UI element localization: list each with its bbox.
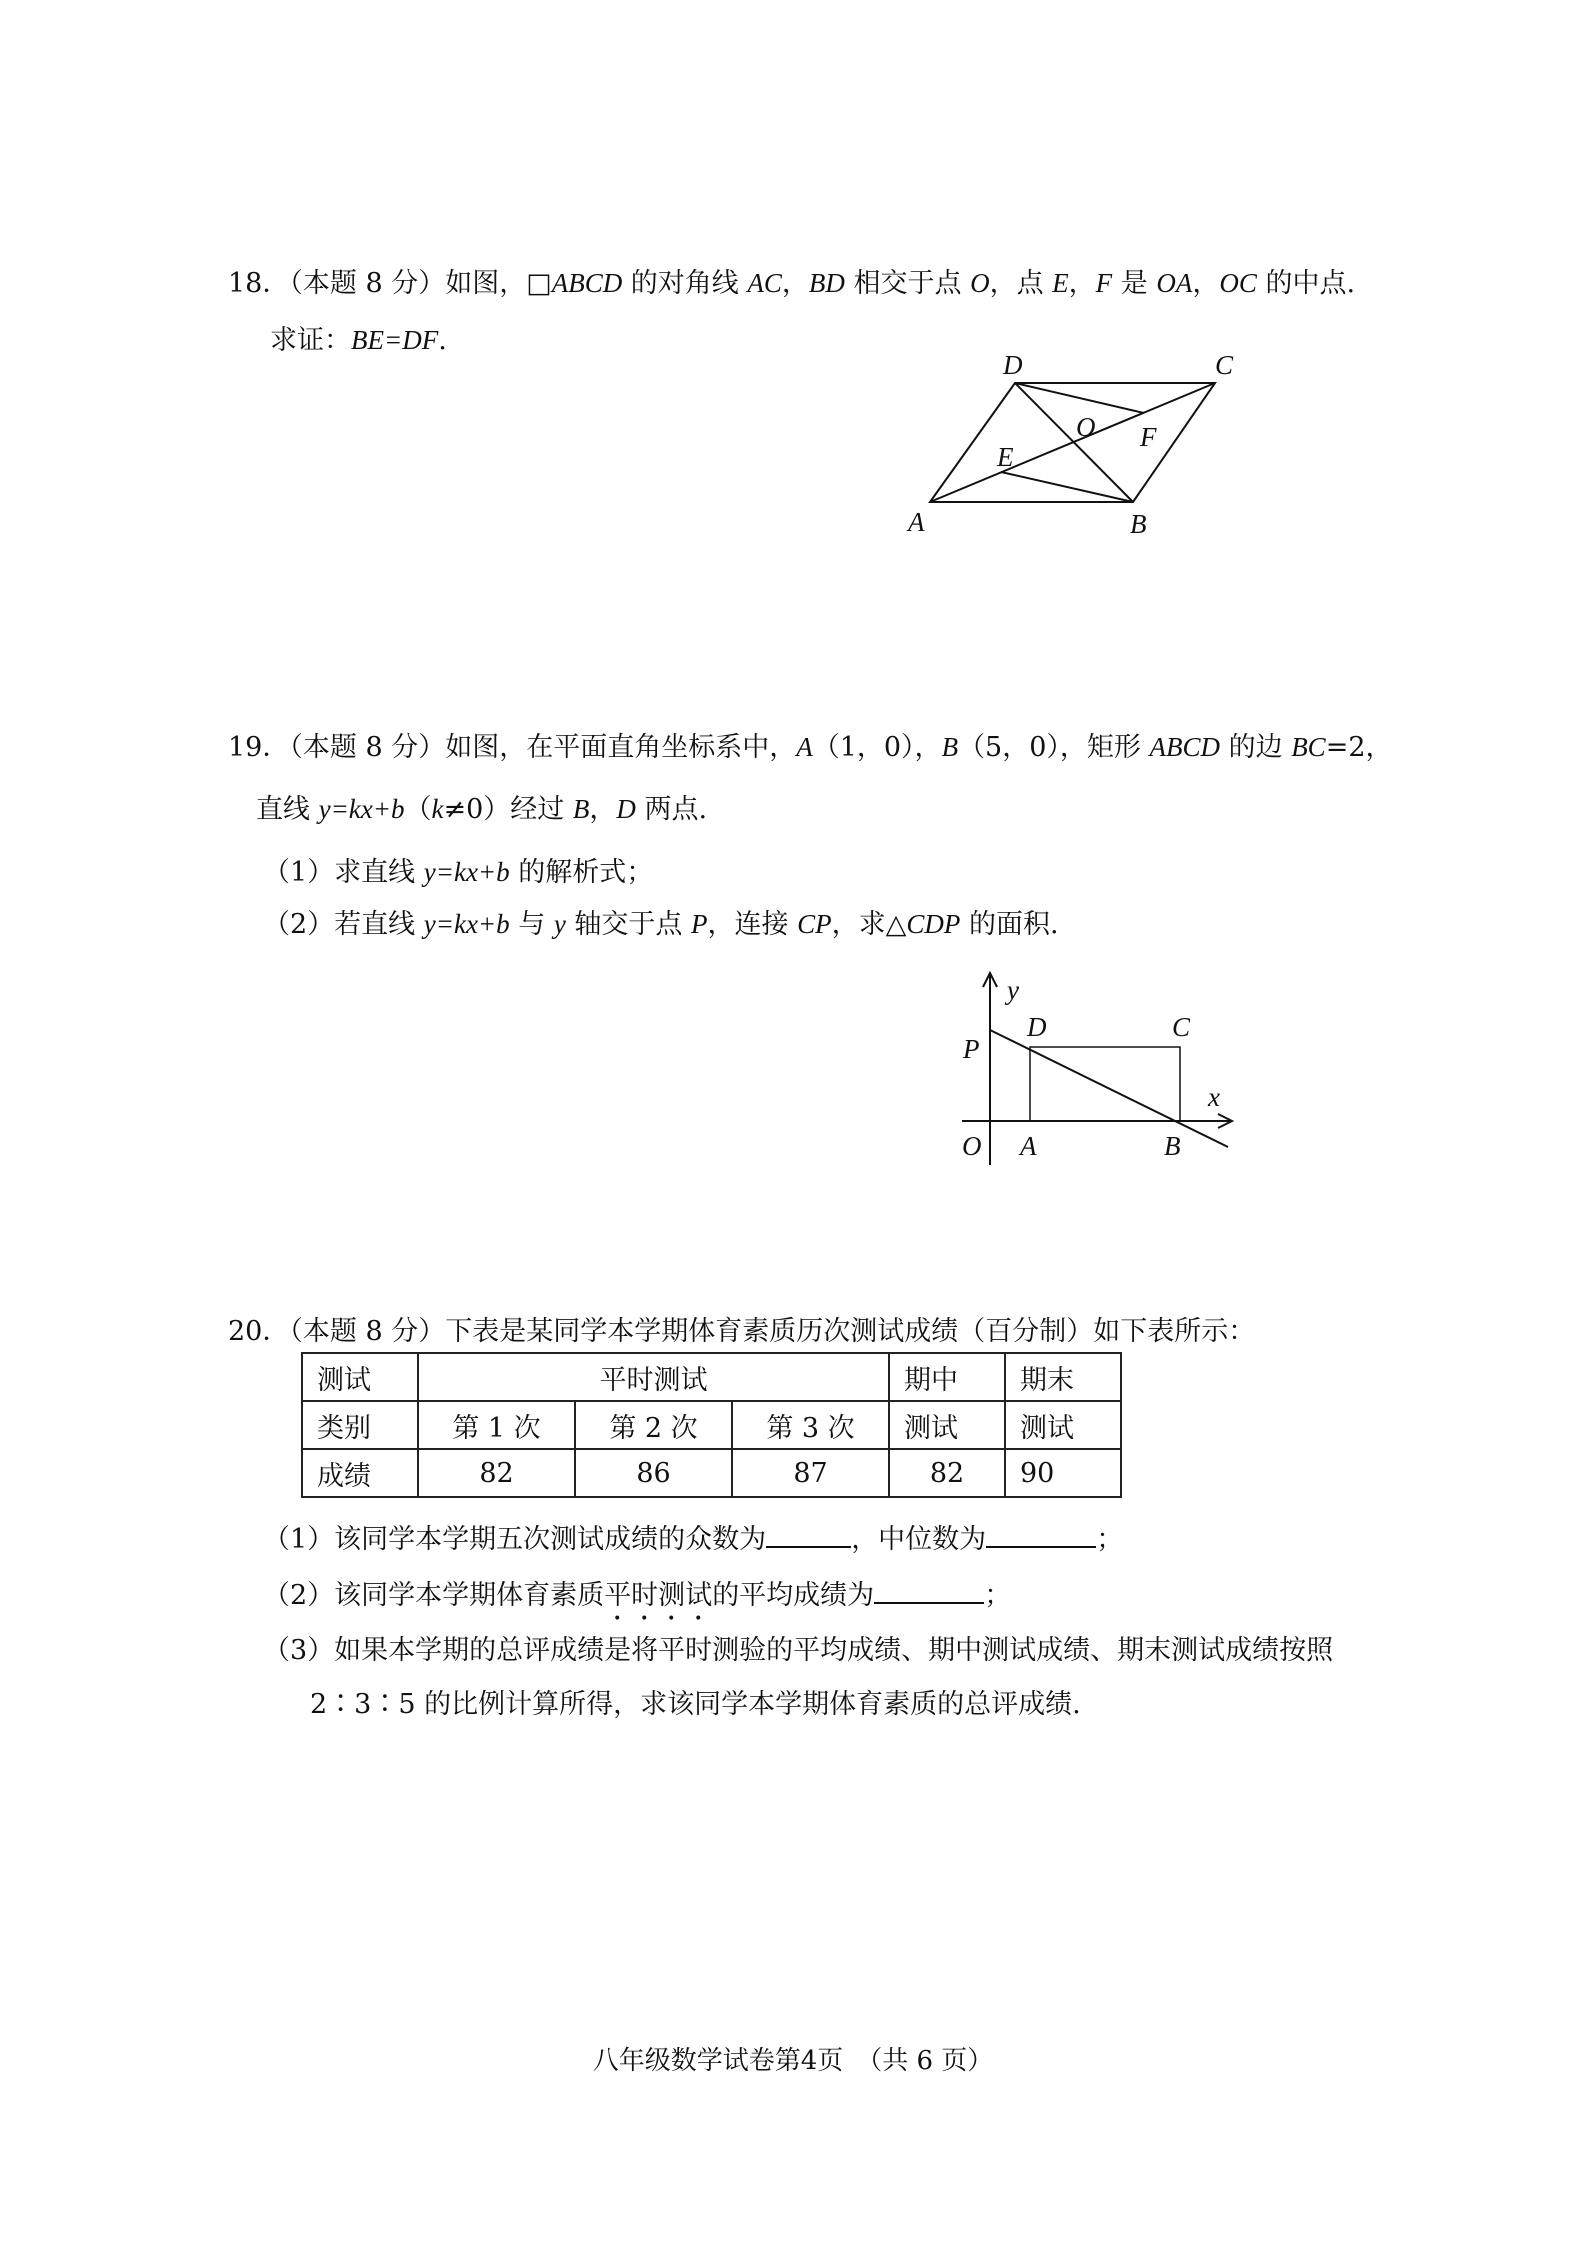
header-final-1: 期末 <box>1005 1353 1121 1401</box>
label-p: P <box>963 1034 980 1064</box>
label-b: B <box>1130 509 1147 539</box>
header-category-2: 类别 <box>302 1401 418 1449</box>
q19-coordinate-figure <box>950 960 1240 1170</box>
label-e: E <box>997 442 1014 472</box>
score-cell: 86 <box>575 1449 732 1497</box>
q20-part3-line1: （3）如果本学期的总评成绩是将平时测验的平均成绩、期中测试成绩、期末测试成绩按照 <box>263 1635 1334 1666</box>
label-c: C <box>1215 350 1234 380</box>
label-o: O <box>1076 412 1096 442</box>
emphasized-text: 平时测试 <box>604 1580 713 1611</box>
q20-part1: （1）该同学本学期五次测试成绩的众数为 ，中位数为 ； <box>263 1520 1123 1557</box>
header-final-2: 测试 <box>1005 1401 1121 1449</box>
q18-prove: 求证：BE=DF. <box>270 325 447 356</box>
label-x: x <box>1208 1082 1220 1112</box>
answer-blank-average[interactable] <box>874 1576 984 1604</box>
label-f: F <box>1140 422 1157 452</box>
label-c: C <box>1172 1012 1191 1042</box>
table-row <box>302 1401 1121 1449</box>
score-cell: 82 <box>889 1449 1005 1497</box>
segment-be <box>1001 472 1133 502</box>
answer-blank-median[interactable] <box>986 1520 1096 1548</box>
q19-part1: （1）求直线 y=kx+b 的解析式； <box>263 857 654 888</box>
q19-line1: 19．（本题 8 分）如图，在平面直角坐标系中，A（1，0），B（5，0），矩形 ABCD 的边 BC=2， <box>228 732 1393 763</box>
header-regular-tests: 平时测试 <box>418 1353 889 1401</box>
header-test-2: 第 2 次 <box>575 1401 732 1449</box>
q20-line1: 20．（本题 8 分）下表是某同学本学期体育素质历次测试成绩（百分制）如下表所示： <box>228 1316 1256 1347</box>
label-d: D <box>1003 350 1023 380</box>
page-footer: 八年级数学试卷第4页 （共 6 页） <box>592 2046 994 2076</box>
diagonal-bd <box>1015 383 1133 502</box>
q19-part2: （2）若直线 y=kx+b 与 y 轴交于点 P，连接 CP，求△CDP 的面积. <box>263 909 1059 940</box>
header-midterm-2: 测试 <box>889 1401 1005 1449</box>
label-y: y <box>1007 975 1019 1005</box>
score-table <box>301 1352 1122 1498</box>
q20-part3-line2: 2∶3∶5 的比例计算所得，求该同学本学期体育素质的总评成绩. <box>310 1689 1081 1720</box>
q18-line1: 18．（本题 8 分）如图，□ABCD 的对角线 AC，BD 相交于点 O，点 E，F 是 OA，OC 的中点. <box>228 268 1356 299</box>
segment-df <box>1015 383 1144 413</box>
header-test-3: 第 3 次 <box>732 1401 889 1449</box>
rectangle-abcd <box>1030 1047 1180 1121</box>
row-label-score: 成绩 <box>302 1449 418 1497</box>
answer-blank-mode[interactable] <box>766 1520 851 1548</box>
header-category-1: 测试 <box>302 1353 418 1401</box>
label-a: A <box>1020 1131 1037 1161</box>
header-midterm-1: 期中 <box>889 1353 1005 1401</box>
table-row <box>302 1353 1121 1401</box>
q20-part2: （2）该同学本学期体育素质平时测试的平均成绩为 ； <box>263 1576 1011 1627</box>
label-o: O <box>962 1131 982 1161</box>
score-cell: 82 <box>418 1449 575 1497</box>
header-test-1: 第 1 次 <box>418 1401 575 1449</box>
q19-line2: 直线 y=kx+b（k≠0）经过 B，D 两点. <box>256 794 708 825</box>
label-a: A <box>908 507 925 537</box>
score-cell: 90 <box>1005 1449 1121 1497</box>
score-cell: 87 <box>732 1449 889 1497</box>
label-b: B <box>1164 1131 1181 1161</box>
parallelogram-symbol: □ <box>526 268 552 299</box>
q18-parallelogram-figure <box>900 340 1260 550</box>
table-row <box>302 1449 1121 1497</box>
label-d: D <box>1027 1012 1047 1042</box>
